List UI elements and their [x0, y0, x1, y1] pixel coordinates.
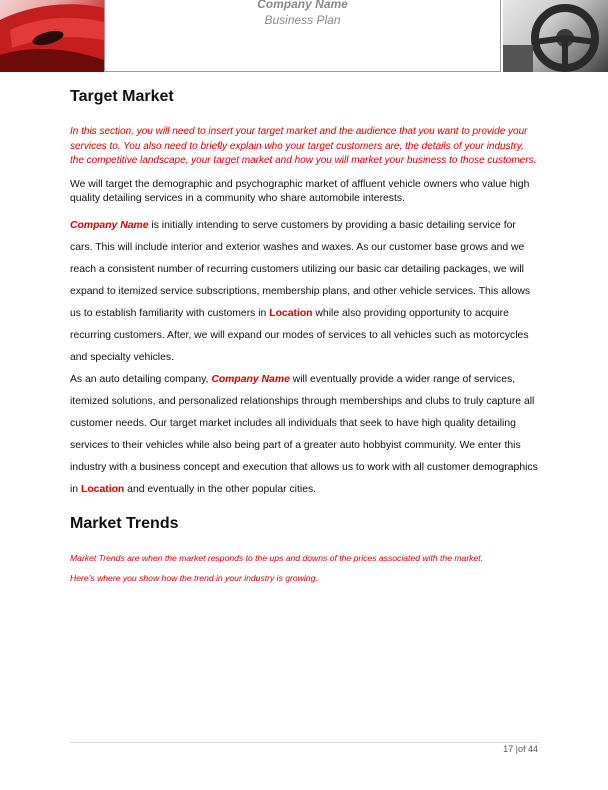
company-name-highlight: Company Name	[211, 373, 290, 385]
steering-wheel-photo	[503, 0, 608, 72]
target-market-heading: Target Market	[70, 88, 174, 105]
page-header	[0, 0, 608, 74]
target-market-instructions: In this section, you will need to insert your target market and the audience that you want to provide your services to. You also need to briefly explain who your target customers are, the details of your industry, the competitive landscape, your target market and how you will market your business to those customers.	[70, 126, 537, 166]
footer-divider	[70, 742, 540, 743]
page-number	[420, 744, 538, 754]
market-trends-instruction-2: Here’s where you show how the trend in your industry is growing.	[70, 572, 318, 583]
total-pages: of 44	[517, 744, 538, 754]
target-market-paragraph-2	[70, 369, 540, 501]
paragraph-text: As an auto detailing company,	[70, 373, 212, 385]
target-market-paragraph-1	[70, 215, 540, 369]
company-name-highlight: Company Name	[70, 219, 149, 231]
page-content	[70, 88, 540, 588]
company-name-header: Company Name	[257, 0, 348, 11]
car-interior-image	[503, 0, 608, 72]
location-highlight: Location	[269, 307, 313, 319]
paragraph-text: and eventually in the other popular cities.	[124, 483, 317, 495]
paragraph-text: is initially intending to serve customers by providing a basic detailing service for cars. This will include interior and exterior washes and waxes. As our customer base grows and we reach a consistent number of recurring customers utilizing our basic car detailing packages, we will expand to itemized service subscriptions, membership plans, and other vehicle services. This allows us to establish familiarity with customers in	[70, 219, 531, 319]
page-separator: |	[515, 744, 518, 754]
header-title-box	[104, 0, 501, 72]
market-trends-instruction-1: Market Trends are when the market responds to the ups and downs of the prices associated with the market.	[70, 552, 484, 563]
paragraph-text: will eventually provide a wider range of services, itemized solutions, and personalized relationships through memberships and clubs to truly capture all customer needs. Our target market includes all individuals that seek to have high quality detailing services to their vehicles while also being part of a greater auto hobbyist community. We enter this industry with a business concept and execution that allows us to work with all customer demographics in	[70, 373, 538, 495]
market-trends-heading: Market Trends	[70, 514, 179, 532]
current-page: 17	[503, 744, 514, 754]
target-market-intro: We will target the demographic and psychographic market of affluent vehicle owners who value high quality detailing services in a community who share automobile interests.	[70, 178, 530, 204]
red-car-image	[0, 0, 104, 72]
document-type: Business Plan	[264, 13, 341, 27]
red-car-photo	[0, 0, 104, 72]
paragraph-text: while also providing opportunity to acquire recurring customers. After, we will expand our modes of services to all vehicles such as motorcycles and specialty vehicles.	[70, 307, 529, 363]
location-highlight: Location	[80, 483, 125, 495]
